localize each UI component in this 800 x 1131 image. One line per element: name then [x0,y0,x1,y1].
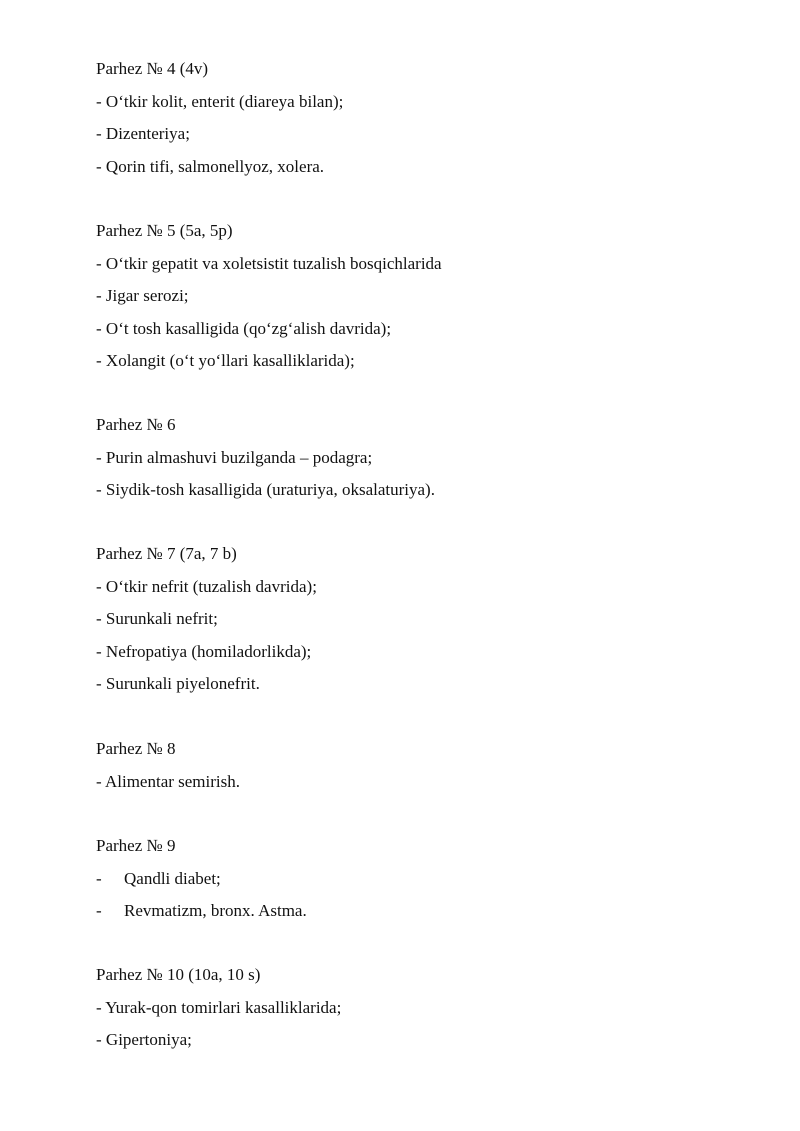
list-item: - O‘tkir kolit, enterit (diareya bilan); [96,91,344,111]
diet-section-6 [96,409,756,507]
diet-section-8 [96,733,756,798]
list-item: - Siydik-tosh kasalligida (uraturiya, oksalaturiya). [96,480,435,499]
list-dash: - [96,868,102,888]
diet-section-9 [96,830,756,928]
list-item [96,895,756,928]
diet-section-10 [96,959,756,1057]
section-heading: Parhez № 10 (10a, 10 s) [96,965,261,984]
section-heading: Parhez № 6 [96,415,176,434]
list-item: - Purin almashuvi buzilganda – podagra; [96,447,373,467]
section-heading: Parhez № 7 (7a, 7 b) [96,544,237,563]
list-item: - Surunkali piyelonefrit. [96,674,260,693]
list-item: - O‘tkir nefrit (tuzalish davrida); [96,576,317,596]
section-heading: Parhez № 8 [96,739,176,758]
list-dash: - [96,901,102,920]
list-item: - Alimentar semirish. [96,771,241,791]
list-item: - Qorin tifi, salmonellyoz, xolera. [96,156,325,176]
list-item: - Dizenteriya; [96,124,190,143]
list-item: - Xolangit (o‘t yo‘llari kasalliklarida); [96,351,355,370]
diet-section-7 [96,538,756,701]
list-item: - O‘t tosh kasalligida (qo‘zg‘alish davrida); [96,318,392,338]
list-item: - Nefropatiya (homiladorlikda); [96,641,312,661]
list-item-text: Qandli diabet; [124,868,221,888]
list-item [96,863,756,896]
section-heading: Parhez № 9 [96,836,176,855]
section-heading: Parhez № 5 (5a, 5p) [96,221,233,240]
diet-section-5 [96,215,756,378]
diet-section-4 [96,53,756,183]
list-item: - Surunkali nefrit; [96,609,218,628]
list-item: - Jigar serozi; [96,286,189,305]
list-item: - Gipertoniya; [96,1030,192,1049]
list-item: - Yurak-qon tomirlari kasalliklarida; [96,997,342,1017]
list-item-text: Revmatizm, bronx. Astma. [124,901,307,920]
list-item: - O‘tkir gepatit va xoletsistit tuzalish bosqichlarida [96,253,442,273]
section-heading: Parhez № 4 (4v) [96,59,209,78]
